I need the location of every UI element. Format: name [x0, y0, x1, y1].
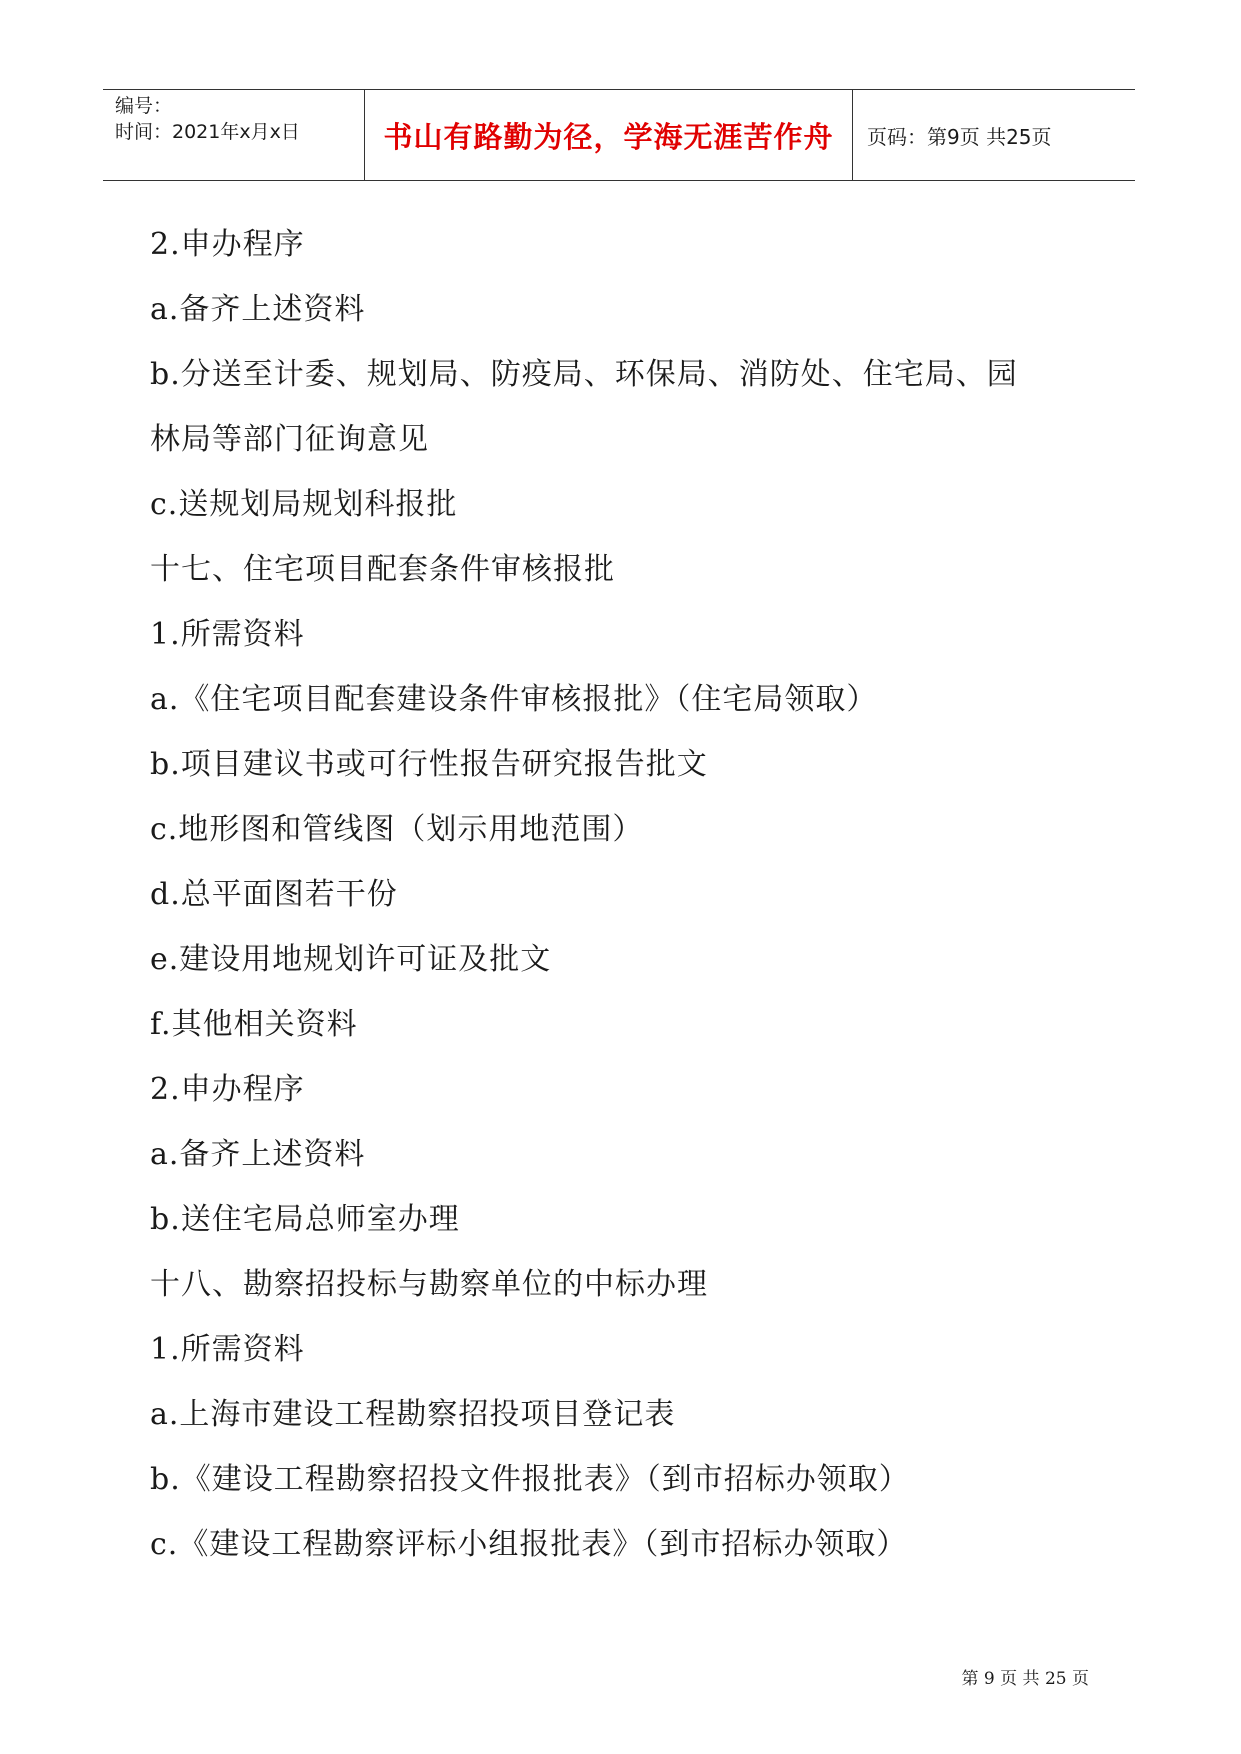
header-page-code: 页码：第9页 共25页 — [867, 124, 1052, 149]
body-line: d.总平面图若干份 — [150, 877, 398, 912]
body-line: 1.所需资料 — [150, 1332, 305, 1367]
header-motto: 书山有路勤为径，学海无涯苦作舟 — [365, 90, 853, 180]
body-line: c.送规划局规划科报批 — [150, 487, 458, 522]
body-line: f.其他相关资料 — [150, 1007, 358, 1042]
body-line: 林局等部门征询意见 — [150, 422, 429, 457]
body-line: 1.所需资料 — [150, 617, 305, 652]
body-line: a.备齐上述资料 — [150, 292, 366, 327]
page-footer: 第 9 页 共 25 页 — [961, 1669, 1089, 1689]
body-line: 2.申办程序 — [150, 227, 305, 262]
body-line: a.《住宅项目配套建设条件审核报批》（住宅局领取） — [150, 682, 878, 717]
page-header — [103, 89, 1135, 181]
section-heading: 十七、住宅项目配套条件审核报批 — [150, 552, 615, 587]
body-line: a.上海市建设工程勘察招投项目登记表 — [150, 1397, 676, 1432]
body-line: b.《建设工程勘察招投文件报批表》（到市招标办领取） — [150, 1462, 910, 1497]
body-line: a.备齐上述资料 — [150, 1137, 366, 1172]
document-number-label: 编号： — [115, 95, 173, 117]
body-line: b.项目建议书或可行性报告研究报告批文 — [150, 747, 708, 782]
body-line: e.建设用地规划许可证及批文 — [150, 942, 552, 977]
document-body — [150, 212, 1090, 1577]
body-line: b.分送至计委、规划局、防疫局、环保局、消防处、住宅局、园 — [150, 357, 1018, 392]
header-meta — [103, 90, 365, 180]
document-time: 时间：2021年x月x日 — [115, 121, 300, 143]
body-line: 2.申办程序 — [150, 1072, 305, 1107]
body-line: c.《建设工程勘察评标小组报批表》（到市招标办领取） — [150, 1527, 908, 1562]
body-line: b.送住宅局总师室办理 — [150, 1202, 460, 1237]
section-heading: 十八、勘察招投标与勘察单位的中标办理 — [150, 1267, 708, 1302]
body-line: c.地形图和管线图（划示用地范围） — [150, 812, 644, 847]
